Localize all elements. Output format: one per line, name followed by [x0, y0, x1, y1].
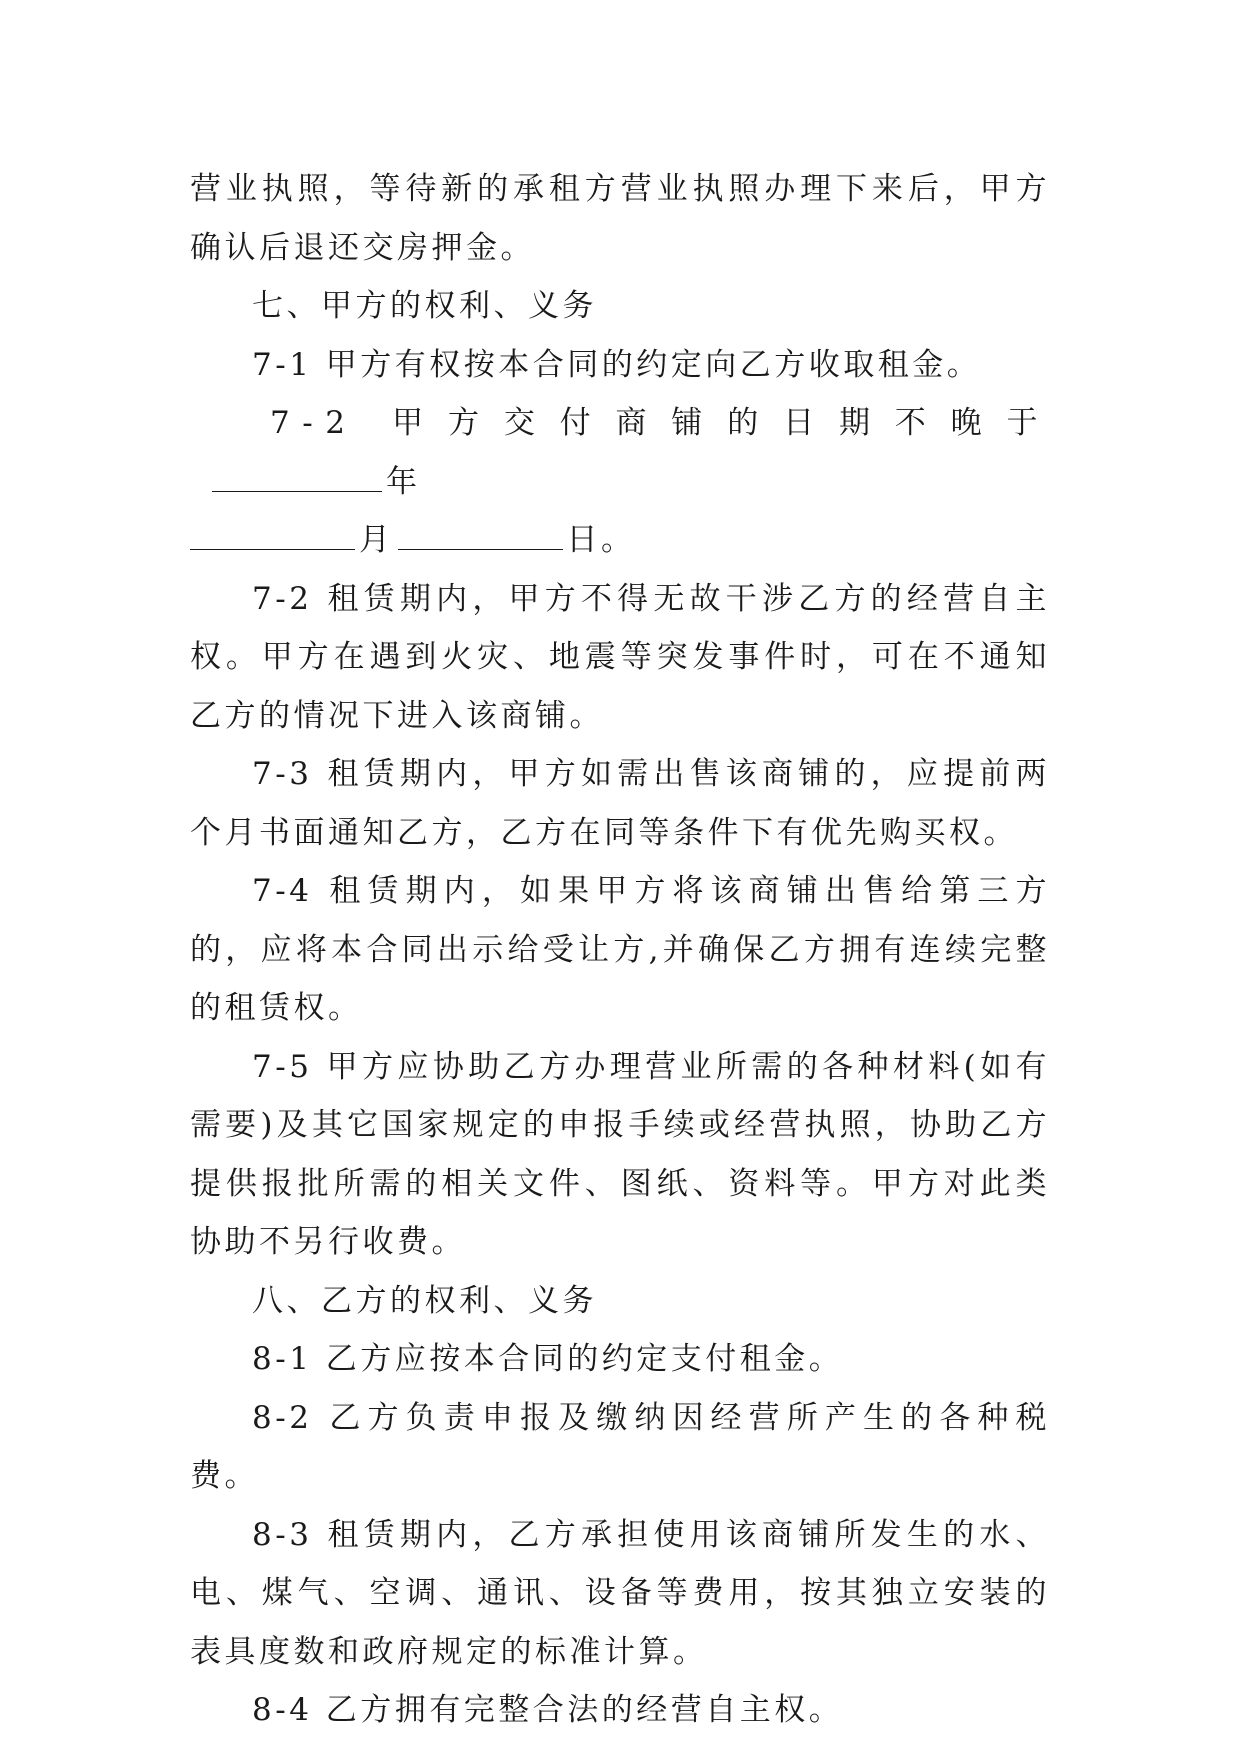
clause-8-1: 8-1 乙方应按本合同的约定支付租金。: [252, 1341, 844, 1377]
clause-7-3: 7-3 租赁期内，甲方如需出售该商铺的，应提前两个月书面通知乙方，乙方在同等条件下有优先购买权。: [190, 756, 1050, 851]
heading-party-b-rights: 八、乙方的权利、义务: [252, 1282, 597, 1319]
paragraph-lease-license: 营业执照，等待新的承租方营业执照办理下来后，甲方确认后退还交房押金。: [190, 171, 1050, 266]
heading-party-a-rights: 七、甲方的权利、义务: [252, 288, 597, 324]
month-blank: [190, 519, 355, 550]
clause-7-1: 7-1 甲方有权按本合同的约定向乙方收取租金。: [252, 346, 982, 383]
clause-7-2-delivery-date-cont: [190, 511, 1050, 570]
year-label: 年: [386, 463, 421, 500]
day-blank: [398, 519, 563, 550]
document-body: [190, 160, 1050, 1740]
clause-7-5: 7-5 甲方应协助乙方办理营业所需的各种材料(如有需要)及其它国家规定的申报手续或经营执照，协助乙方提供报批所需的相关文件、图纸、资料等。甲方对此类协助不另行收费。: [190, 1048, 1050, 1260]
day-label: 日。: [566, 522, 636, 558]
delivery-clause-prefix: 7-2 甲方交付商铺的日期不晚于: [270, 405, 1050, 441]
month-label: 月: [359, 522, 394, 558]
year-blank: [212, 461, 382, 492]
clause-8-2: 8-2 乙方负责申报及缴纳因经营所产生的各种税费。: [190, 1399, 1050, 1494]
clause-7-2-delivery-date: [190, 394, 1050, 511]
clause-8-4: 8-4 乙方拥有完整合法的经营自主权。: [252, 1692, 844, 1728]
clause-7-2-no-interference: 7-2 租赁期内，甲方不得无故干涉乙方的经营自主权。甲方在遇到火灾、地震等突发事件时，可在不通知乙方的情况下进入该商铺。: [190, 580, 1050, 734]
clause-8-3: 8-3 租赁期内，乙方承担使用该商铺所发生的水、电、煤气、空调、通讯、设备等费用，按其独立安装的表具度数和政府规定的标准计算。: [190, 1516, 1050, 1670]
clause-7-4: 7-4 租赁期内，如果甲方将该商铺出售给第三方的，应将本合同出示给受让方,并确保乙方拥有连续完整的租赁权。: [190, 873, 1050, 1026]
